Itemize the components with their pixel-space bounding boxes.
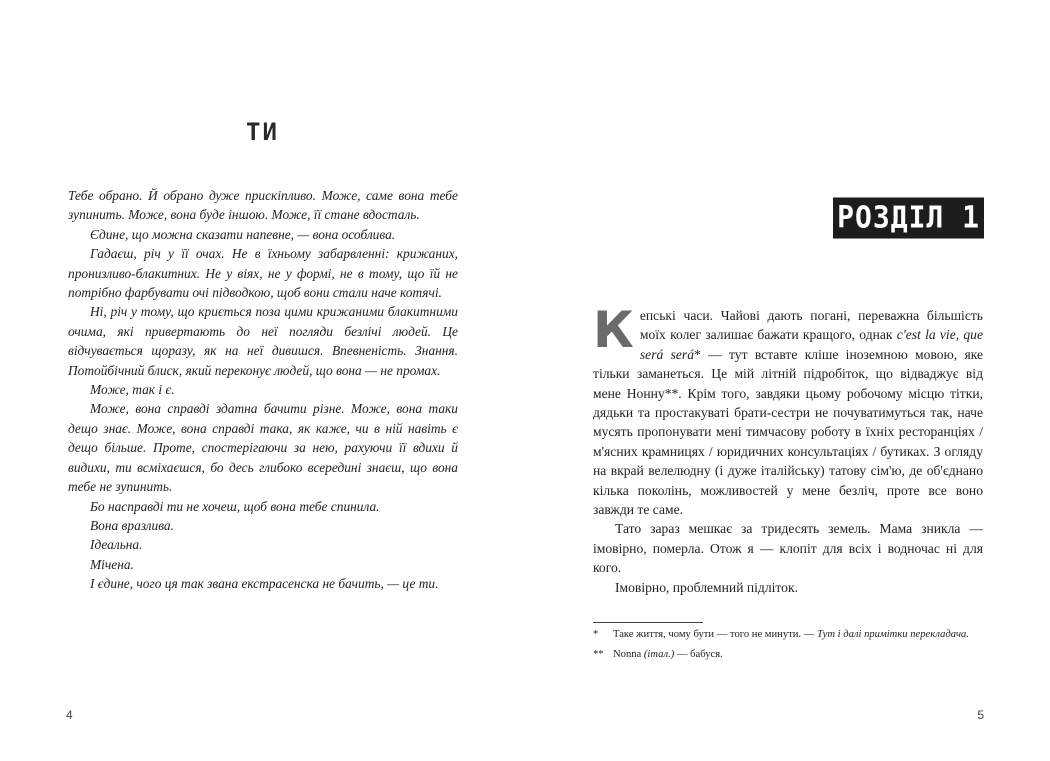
footnote-mark: ** — [593, 649, 604, 660]
text-run: Nonna — [613, 649, 644, 660]
drop-cap: К — [593, 301, 634, 359]
paragraph: Імовірно, проблемний підліток. — [615, 579, 798, 595]
footnote — [593, 628, 983, 642]
chapter-heading: РОЗДІЛ 1 — [833, 197, 984, 238]
paragraph: Гадаєш, річ у її очах. Не в їхньому забарвленні: крижаних, пронизливо-блакитних. Не у віях, не у формі, не в тому, що їй не потрібно фарбувати очі підводкою, щоб вони стали наче котячі. — [68, 246, 458, 301]
paragraph: Єдине, що можна сказати напевне, — вона особлива. — [90, 226, 396, 242]
footnote-text — [613, 628, 983, 642]
left-body-text — [68, 186, 458, 594]
paragraph: Може, вона справді здатна бачити різне. Може, вона таки дещо знає. Може, вона справді така, як каже, чи в ній навіть є дещо більше. Проте, спостерігаючи за нею, рахуючи її вдихи й видихи, ти всміхаєшся, бо десь глибоко всередині знаєш, що вона тебе не зупинить. — [68, 401, 458, 495]
paragraph: Бо насправді ти не хочеш, щоб вона тебе спинила. — [90, 498, 380, 514]
italic-phrase: Тут і далі примітки перекладача. — [816, 629, 969, 640]
text-run: епські часи. Чайові дають погані, переважна більшість моїх колег залишає бажати кращого, однак — [639, 308, 983, 343]
footnote — [593, 648, 983, 662]
paragraph: Вона вразлива. — [90, 517, 174, 533]
paragraph: Ідеальна. — [90, 537, 143, 553]
paragraph: Тато зараз мешкає за тридесять земель. Мама зникла — імовірно, померла. Отож я — клопіт для всіх і водночас ні для кого. — [593, 521, 983, 576]
text-run: — бабуся. — [674, 649, 723, 660]
text-run: * — тут вставте кліше іноземною мовою, яке тільки заманеться. Це мій літній підробіток, що відваджує від мене Нонну**. Крім того, завдяки цьому робочому місцю тітки, дядьки та простакуваті брати-сестри не почуватимуться так, наче мусять пропонувати мені тимчасову роботу в їхніх ресторанціях / м'ясних крамницях / юридичних консультаціях / бутиках. З огляду на вкрай велелюдну (і дуже італійську) татову сім'ю, де об'єднано кілька поколінь, можливостей у мене безліч, проте все воно завжди те саме. — [593, 346, 983, 518]
footnote-divider — [593, 622, 703, 623]
section-title: ТИ — [246, 118, 279, 146]
right-page — [525, 0, 1050, 761]
paragraph: І єдине, чого ця так звана екстрасенска не бачить, — це ти. — [90, 576, 439, 592]
footnotes — [593, 628, 983, 668]
page-number: 4 — [66, 708, 73, 722]
footnote-mark: * — [593, 629, 599, 640]
italic-phrase: c'est la vie, que será será — [639, 327, 984, 362]
text-run: Таке життя, чому бути — того не минути. — — [613, 629, 817, 640]
paragraph: Ні, річ у тому, що криється поза цими крижаними блакитними очима, які привертають до неї погляди безлічі людей. Це відчувається щоразу, як на неї дивишся. Впевненість. Знання. Потойбічний блиск, який переконує людей, що вона — не промах. — [68, 304, 458, 378]
paragraph: Може, так і є. — [90, 382, 175, 398]
page-number: 5 — [977, 708, 984, 722]
italic-phrase: (італ.) — [643, 649, 675, 660]
right-body-text — [593, 301, 984, 597]
paragraph — [593, 301, 984, 519]
footnote-text — [613, 648, 983, 662]
paragraph: Мічена. — [90, 556, 134, 572]
paragraph: Тебе обрано. Й обрано дуже прискіпливо. Може, саме вона тебе зупинить. Може, вона буде іншою. Може, її стане вдосталь. — [68, 188, 458, 223]
